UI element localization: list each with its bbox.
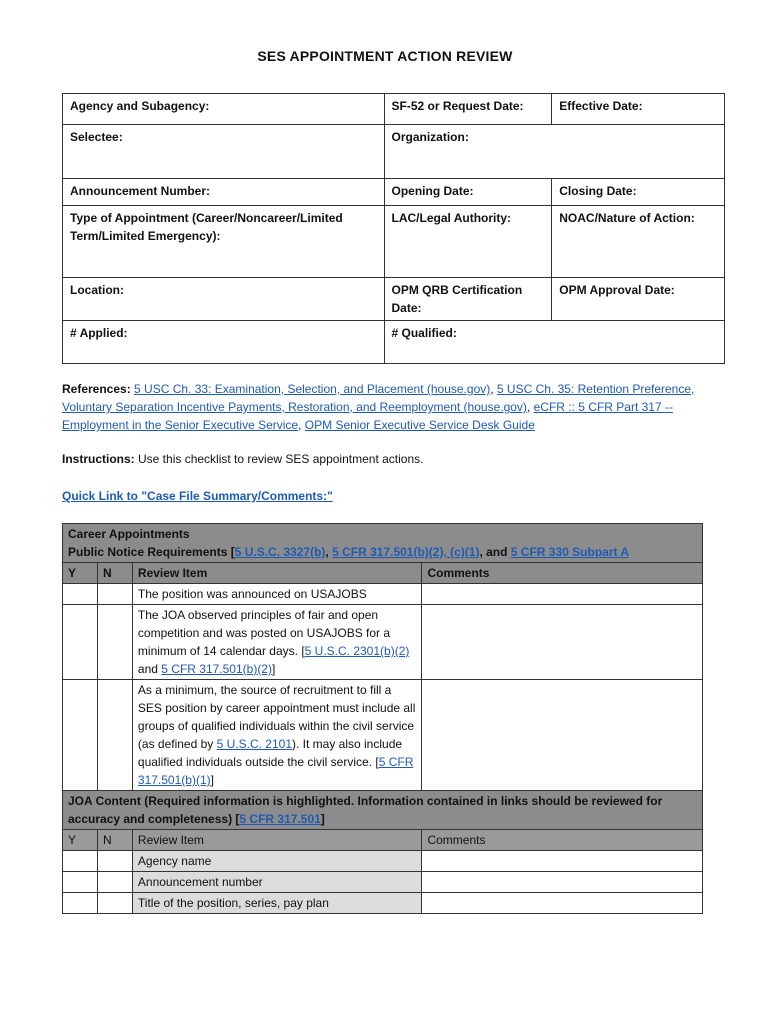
comments-cell[interactable] xyxy=(422,851,703,872)
review-item-text xyxy=(132,680,422,791)
n-checkbox-cell[interactable] xyxy=(97,872,132,893)
selectee-field[interactable]: Selectee: xyxy=(63,125,385,179)
qualified-count-field[interactable]: # Qualified: xyxy=(384,321,725,364)
col-n-header: N xyxy=(97,830,132,851)
comments-cell[interactable] xyxy=(422,680,703,791)
comments-cell[interactable] xyxy=(422,605,703,680)
table-row xyxy=(63,680,703,791)
col-y-header: Y xyxy=(63,563,98,584)
ref-separator: , xyxy=(298,418,305,432)
career-appointments-header xyxy=(63,524,703,563)
ref-separator: , xyxy=(490,382,497,396)
ref-link-ses-desk-guide[interactable]: OPM Senior Executive Service Desk Guide xyxy=(304,418,535,432)
n-checkbox-cell[interactable] xyxy=(97,680,132,791)
item-text: The JOA observed principles of fair and open competition and was posted on USAJOBS for a minimum of 14 calendar days. [ xyxy=(137,608,391,658)
announcement-number-field[interactable]: Announcement Number: xyxy=(63,179,385,206)
y-checkbox-cell[interactable] xyxy=(63,605,98,680)
applied-count-field[interactable]: # Applied: xyxy=(63,321,385,364)
closing-date-field[interactable]: Closing Date: xyxy=(552,179,725,206)
comments-cell[interactable] xyxy=(422,893,703,914)
references-label: References: xyxy=(62,382,131,396)
subtitle-text: Public Notice Requirements [ xyxy=(68,545,235,559)
table-row xyxy=(63,851,703,872)
review-item-text: Agency name xyxy=(132,851,422,872)
ref-link-usc-ch35[interactable]: 5 USC Ch. 35: Retention Preference, Voluntary Separation Incentive Payments, Restoration, and Reemployment (house.gov) xyxy=(62,382,695,414)
review-item-text: The position was announced on USAJOBS xyxy=(132,584,422,605)
comments-cell[interactable] xyxy=(422,584,703,605)
subtitle-text: , xyxy=(325,545,333,559)
instructions-text: Use this checklist to review SES appointment actions. xyxy=(134,452,424,466)
review-item-text: Announcement number xyxy=(132,872,422,893)
section-subtitle xyxy=(68,543,697,561)
col-comments-header: Comments xyxy=(422,830,703,851)
col-n-header: N xyxy=(97,563,132,584)
nature-of-action-field[interactable]: NOAC/Nature of Action: xyxy=(552,206,725,278)
col-review-item-header: Review Item xyxy=(132,830,422,851)
item-text: ). It may also include qualified individuals outside the civil service. [ xyxy=(137,737,403,769)
sf52-date-field[interactable]: SF-52 or Request Date: xyxy=(384,94,552,125)
item-text: As a minimum, the source of recruitment to fill a SES position by career appointment must include all groups of qualified individuals within the civil service (as defined by xyxy=(137,683,416,751)
table-row xyxy=(63,893,703,914)
item-text: ] xyxy=(210,773,214,787)
link-5cfr-317-501b2[interactable]: 5 CFR 317.501(b)(2) xyxy=(161,662,272,676)
y-checkbox-cell[interactable] xyxy=(63,851,98,872)
appointment-info-table xyxy=(62,93,725,364)
item-text: ] xyxy=(271,662,276,676)
organization-field[interactable]: Organization: xyxy=(384,125,725,179)
link-5cfr-317-501b1[interactable]: 5 CFR 317.501(b)(1) xyxy=(137,755,414,787)
table-row xyxy=(63,584,703,605)
y-checkbox-cell[interactable] xyxy=(63,893,98,914)
appointment-type-field[interactable]: Type of Appointment (Career/Noncareer/Limited Term/Limited Emergency): xyxy=(63,206,385,278)
instructions-label: Instructions: xyxy=(62,452,135,466)
ref-link-usc-ch33[interactable]: 5 USC Ch. 33: Examination, Selection, and Placement (house.gov) xyxy=(134,382,491,396)
y-checkbox-cell[interactable] xyxy=(63,584,98,605)
quick-link xyxy=(62,489,333,503)
section-title: Career Appointments xyxy=(68,527,190,541)
link-5cfr-330-subpart-a[interactable]: 5 CFR 330 Subpart A xyxy=(510,545,630,559)
col-review-item-header: Review Item xyxy=(132,563,422,584)
page-title: SES APPOINTMENT ACTION REVIEW xyxy=(257,48,513,64)
review-item-text: Title of the position, series, pay plan xyxy=(132,893,422,914)
qrb-certification-date-field[interactable]: OPM QRB Certification Date: xyxy=(384,278,552,321)
y-checkbox-cell[interactable] xyxy=(63,680,98,791)
n-checkbox-cell[interactable] xyxy=(97,584,132,605)
link-5cfr-317-501[interactable]: 5 CFR 317.501 xyxy=(239,812,321,826)
case-file-summary-link[interactable]: Quick Link to "Case File Summary/Comments:" xyxy=(62,489,333,503)
table-row xyxy=(63,605,703,680)
link-5usc-2301b2[interactable]: 5 U.S.C. 2301(b)(2) xyxy=(304,644,410,658)
col-comments-header: Comments xyxy=(422,563,703,584)
link-5usc-2101[interactable]: 5 U.S.C. 2101 xyxy=(216,737,292,751)
ref-separator: , xyxy=(526,400,534,414)
y-checkbox-cell[interactable] xyxy=(63,872,98,893)
joa-content-header xyxy=(63,791,703,830)
section-title: ] xyxy=(320,812,325,826)
link-5cfr-317-501[interactable]: 5 CFR 317.501(b)(2), (c)(1) xyxy=(332,545,480,559)
agency-field[interactable]: Agency and Subagency: xyxy=(63,94,385,125)
opm-approval-date-field[interactable]: OPM Approval Date: xyxy=(552,278,725,321)
n-checkbox-cell[interactable] xyxy=(97,605,132,680)
review-item-text xyxy=(132,605,422,680)
item-text: and xyxy=(137,662,162,676)
effective-date-field[interactable]: Effective Date: xyxy=(552,94,725,125)
table-row xyxy=(63,872,703,893)
link-5usc-3327b[interactable]: 5 U.S.C. 3327(b) xyxy=(234,545,326,559)
legal-authority-field[interactable]: LAC/Legal Authority: xyxy=(384,206,552,278)
subtitle-text: , and xyxy=(479,545,511,559)
review-checklist-table xyxy=(62,523,703,914)
n-checkbox-cell[interactable] xyxy=(97,893,132,914)
n-checkbox-cell[interactable] xyxy=(97,851,132,872)
instructions xyxy=(62,452,423,466)
references xyxy=(62,380,702,434)
location-field[interactable]: Location: xyxy=(63,278,385,321)
comments-cell[interactable] xyxy=(422,872,703,893)
opening-date-field[interactable]: Opening Date: xyxy=(384,179,552,206)
section-title: JOA Content (Required information is highlighted. Information contained in links should be reviewed for accuracy and completeness) [ xyxy=(68,794,663,826)
col-y-header: Y xyxy=(63,830,98,851)
ref-link-ecfr-317[interactable]: eCFR :: 5 CFR Part 317 -- Employment in the Senior Executive Service xyxy=(62,400,673,432)
